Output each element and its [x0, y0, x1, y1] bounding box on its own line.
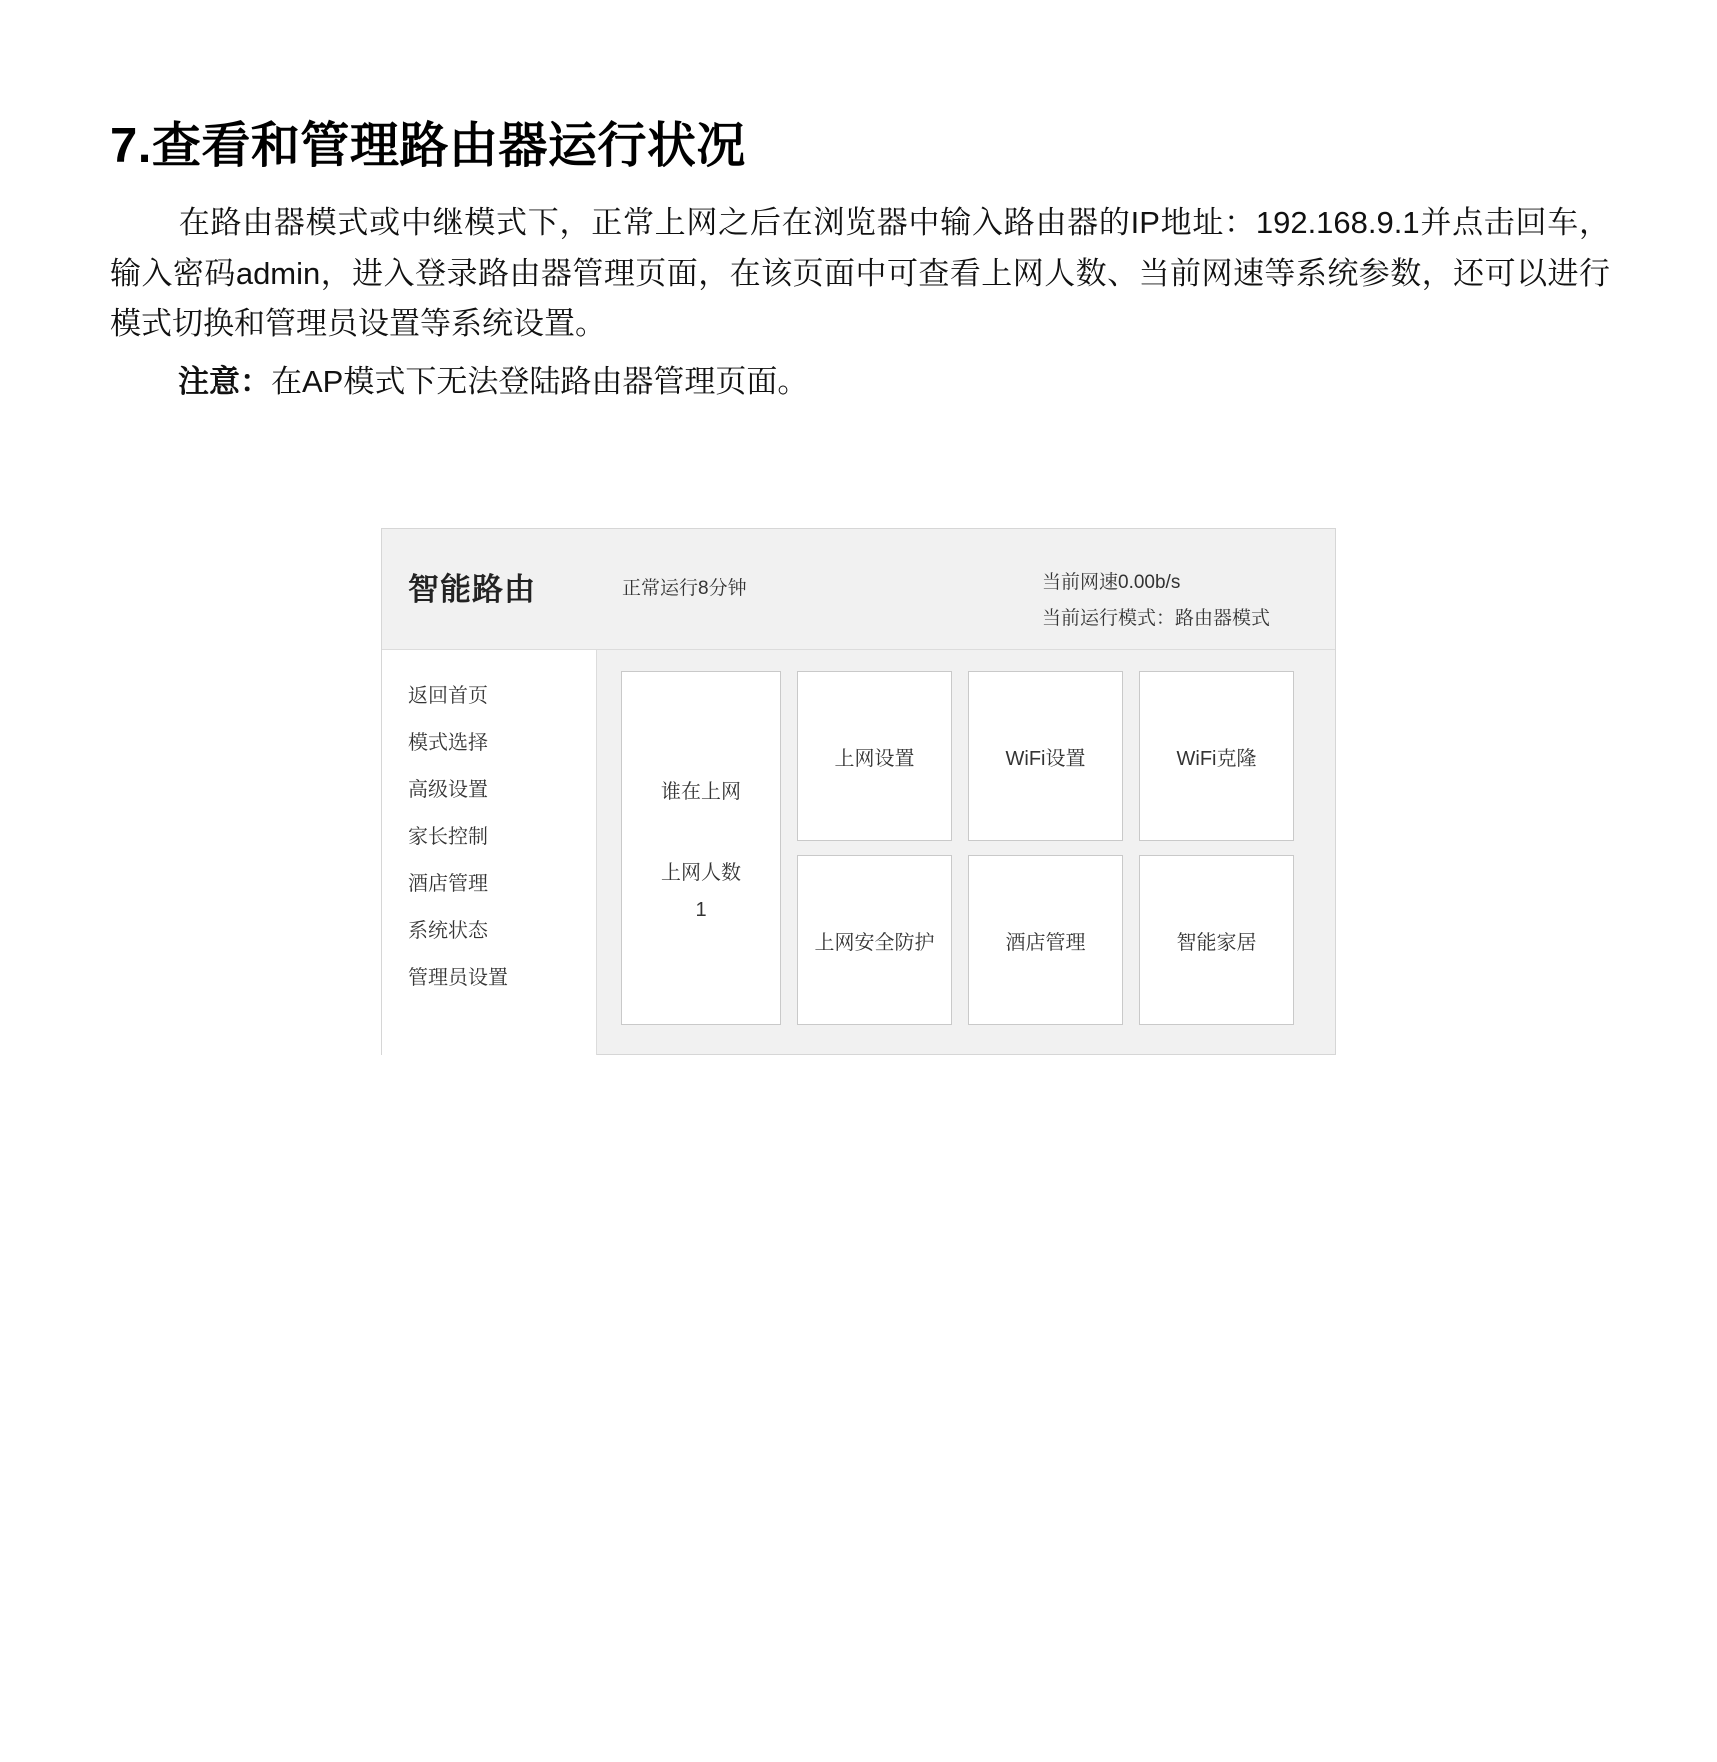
tile-wifi-clone[interactable]: WiFi克隆 — [1139, 671, 1294, 841]
sidebar-item-parental-control[interactable]: 家长控制 — [408, 826, 488, 848]
paragraph-text: 在路由器模式或中继模式下，正常上网之后在浏览器中输入路由器的IP地址：192.168.9.1并点击回车，输入密码admin，进入登录路由器管理页面，在该页面中可查看上网人数、当前网速等系统参数，还可以进行模式切换和管理员设置等系统设置。 — [110, 205, 1610, 341]
router-uptime: 正常运行8分钟 — [622, 578, 747, 599]
body-paragraph — [110, 198, 1610, 349]
current-speed: 当前网速0.00b/s — [1042, 572, 1181, 593]
note-text: 在AP模式下无法登陆路由器管理页面。 — [271, 364, 809, 399]
tile-wifi-settings[interactable]: WiFi设置 — [968, 671, 1123, 841]
sidebar-item-hotel-management[interactable]: 酒店管理 — [408, 873, 488, 895]
online-count-label: 上网人数 — [661, 861, 741, 884]
tile-hotel-management[interactable]: 酒店管理 — [968, 855, 1123, 1025]
who-is-online-title: 谁在上网 — [661, 780, 741, 803]
online-count-value: 1 — [695, 898, 707, 921]
sidebar-item-advanced-settings[interactable]: 高级设置 — [408, 779, 488, 801]
router-header — [382, 529, 1335, 650]
page-title: 7.查看和管理路由器运行状况 — [110, 119, 746, 173]
tile-smart-home[interactable]: 智能家居 — [1139, 855, 1294, 1025]
who-is-online-panel[interactable] — [621, 671, 781, 1025]
router-status-block — [1042, 565, 1270, 637]
router-brand: 智能路由 — [408, 572, 536, 607]
current-mode: 当前运行模式：路由器模式 — [1042, 608, 1271, 630]
sidebar-item-home[interactable]: 返回首页 — [408, 685, 488, 707]
sidebar-item-admin-settings[interactable]: 管理员设置 — [408, 967, 508, 989]
router-body — [382, 650, 1335, 1055]
sidebar-item-system-status[interactable]: 系统状态 — [408, 920, 488, 942]
tile-security-protection[interactable]: 上网安全防护 — [797, 855, 952, 1025]
sidebar-item-mode-select[interactable]: 模式选择 — [408, 732, 488, 754]
note-label: 注意： — [178, 364, 271, 399]
router-sidebar — [382, 650, 597, 1055]
note-paragraph — [110, 357, 1617, 407]
tile-internet-settings[interactable]: 上网设置 — [797, 671, 952, 841]
router-admin-screenshot — [381, 528, 1336, 1055]
